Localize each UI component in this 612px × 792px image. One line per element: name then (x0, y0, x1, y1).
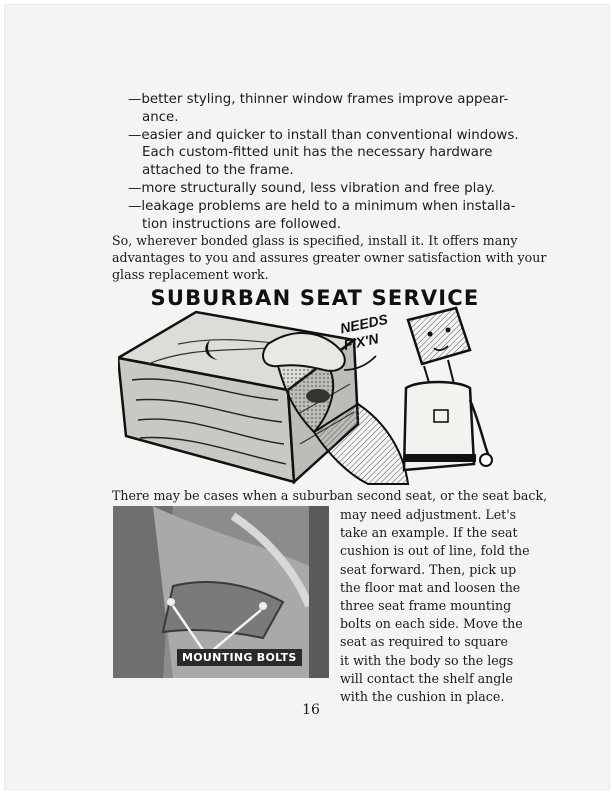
body-line: seat forward. Then, pick up (340, 561, 517, 577)
body-line: the floor mat and loosen the (340, 579, 521, 595)
body-line: may need adjustment. Let's (340, 507, 517, 522)
intro-line: advantages to you and assures greater owner satisfaction with your (112, 250, 547, 266)
bullet-line: tion instructions are followed. (142, 216, 341, 232)
body-line: cushion is out of line, fold the (340, 543, 530, 559)
bullet-line: Each custom-fitted unit has the necessary hardware (142, 145, 493, 161)
mechanic-drawing (404, 308, 492, 470)
seat-photo (113, 506, 329, 678)
bullet-line: ance. (142, 109, 179, 125)
page-number: 16 (302, 702, 320, 718)
intro-line: glass replacement work. (112, 267, 269, 283)
intro-line: So, wherever bonded glass is specified, install it. It offers many (112, 233, 518, 248)
bullet-item (128, 198, 516, 234)
body-line: it with the body so the legs (340, 652, 514, 668)
section-title: SUBURBAN SEAT SERVICE (150, 286, 480, 310)
bullet-item (128, 180, 508, 198)
body-line: take an example. If the seat (340, 525, 518, 541)
speech-text: FIX'N (342, 330, 380, 354)
bullet-line: —easier and quicker to install than conventional windows. (128, 127, 519, 143)
body-wrap-paragraph (340, 506, 530, 706)
bullet-item (128, 127, 519, 180)
body-line: bolts on each side. Move the (340, 616, 523, 632)
body-line: with the cushion in place. (340, 689, 505, 705)
bullet-line: —better styling, thinner window frames improve appear- (128, 92, 509, 107)
body-line: will contact the shelf angle (340, 670, 513, 686)
body-first-line: There may be cases when a suburban second seat, or the seat back, (112, 488, 548, 503)
bullet-line: —leakage problems are held to a minimum when installa- (128, 198, 516, 214)
photo-caption: MOUNTING BOLTS (177, 649, 302, 666)
cartoon-illustration (118, 304, 494, 488)
body-line: three seat frame mounting (340, 598, 512, 614)
body-line: seat as required to square (340, 634, 508, 650)
bullet-line: —more structurally sound, less vibration and free play. (128, 180, 495, 196)
bullet-line: attached to the frame. (142, 163, 294, 179)
speech-text: NEEDS (338, 310, 390, 337)
speech-caption (339, 311, 394, 353)
bullet-item (128, 91, 508, 127)
intro-paragraph (112, 232, 547, 284)
bullet-list (128, 91, 519, 233)
